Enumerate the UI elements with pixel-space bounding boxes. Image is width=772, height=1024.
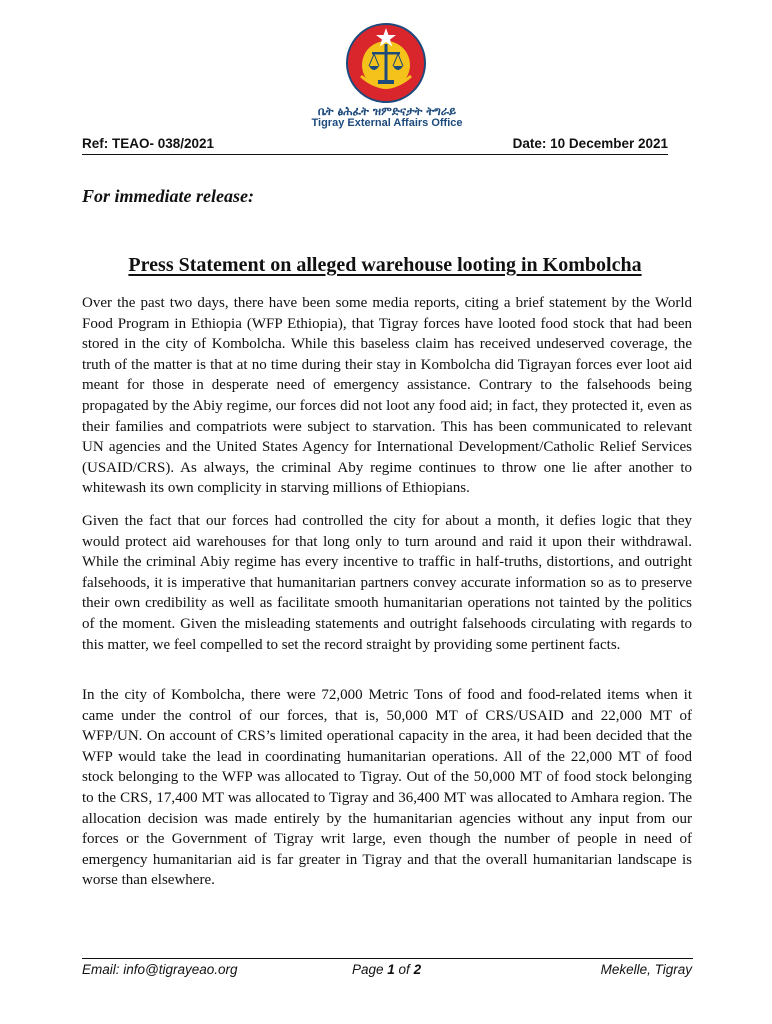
reference-line [82,136,668,155]
footer-email: Email: info@tigrayeao.org [82,962,238,977]
page-of: of [394,962,414,977]
body-paragraph-3: In the city of Kombolcha, there were 72,000 Metric Tons of food and food-related items when it came under the control of our forces, that is, 50,000 MT of CRS/USAID and 22,000 MT of WFP/UN. On account of CRS’s limited operational capacity in the area, it had been decided that the WFP would take the lead in coordinating humanitarian operations. All of the 22,000 MT of food stock belonging to the WFP was allocated to Tigray. Out of the 50,000 MT of food stock belonging to the CRS, 17,400 MT was allocated to Tigray and 36,400 MT was allocated to Amhara region. The allocation decision was made entirely by the humanitarian agencies without any input from our forces or the Government of Tigray writ large, even though the number of people in need of emergency humanitarian aid is far greater in Tigray and that the overall humanitarian landscape is worse than elsewhere. [82,687,692,889]
page-prefix: Page [352,962,388,977]
release-label: For immediate release: [82,186,254,206]
statement-title: Press Statement on alleged warehouse looting in Kombolcha [128,254,642,276]
org-name-amharic: ቤት ፅሕፈት ዝምድናታት ትግራይ [317,104,457,118]
reference-number: Ref: TEAO- 038/2021 [82,136,215,151]
body-paragraph-2: Given the fact that our forces had controlled the city for about a month, it defies logic that they would protect aid warehouses for that long only to turn around and raid it upon their withdrawal. While the criminal Abiy regime has every incentive to traffic in half-truths, distortions, and outright falsehoods, it is imperative that humanitarian partners convey accurate information so as to preserve their own credibility as well as facilitate smooth humanitarian operations not tainted by the politics of the moment. Given the misleading statements and outright falsehoods circulating with regards to this matter, we feel compelled to set the record straight by providing some pertinent facts. [82,513,692,653]
org-name-english: Tigray External Affairs Office [311,117,463,129]
document-date: Date: 10 December 2021 [512,136,668,151]
body-paragraph-1: Over the past two days, there have been some media reports, citing a brief statement by the World Food Program in Ethiopia (WFP Ethiopia), that Tigray forces have looted food stock that had been stored in the city of Kombolcha. While this baseless claim has received undeserved coverage, the truth of the matter is that at no time during their stay in Kombolcha did Tigrayan forces ever loot aid meant for those in desperate need of emergency assistance. Contrary to the falsehoods being propagated by the Abiy regime, our forces did not loot any food aid; in fact, they protected it, even as their families and compatriots were subject to starvation. This has been communicated to relevant UN agencies and the United States Agency for International Development/Catholic Relief Services (USAID/CRS). As always, the criminal Aby regime continues to throw one lie after another to whitewash its own complicity in starving millions of Ethiopians. [82,295,692,497]
page-current: 1 [387,962,395,977]
tigray-emblem-logo [345,22,427,104]
footer-location: Mekelle, Tigray [600,962,692,977]
page-total: 2 [413,962,422,977]
footer-page-number [352,962,421,977]
footer-divider [82,958,693,959]
